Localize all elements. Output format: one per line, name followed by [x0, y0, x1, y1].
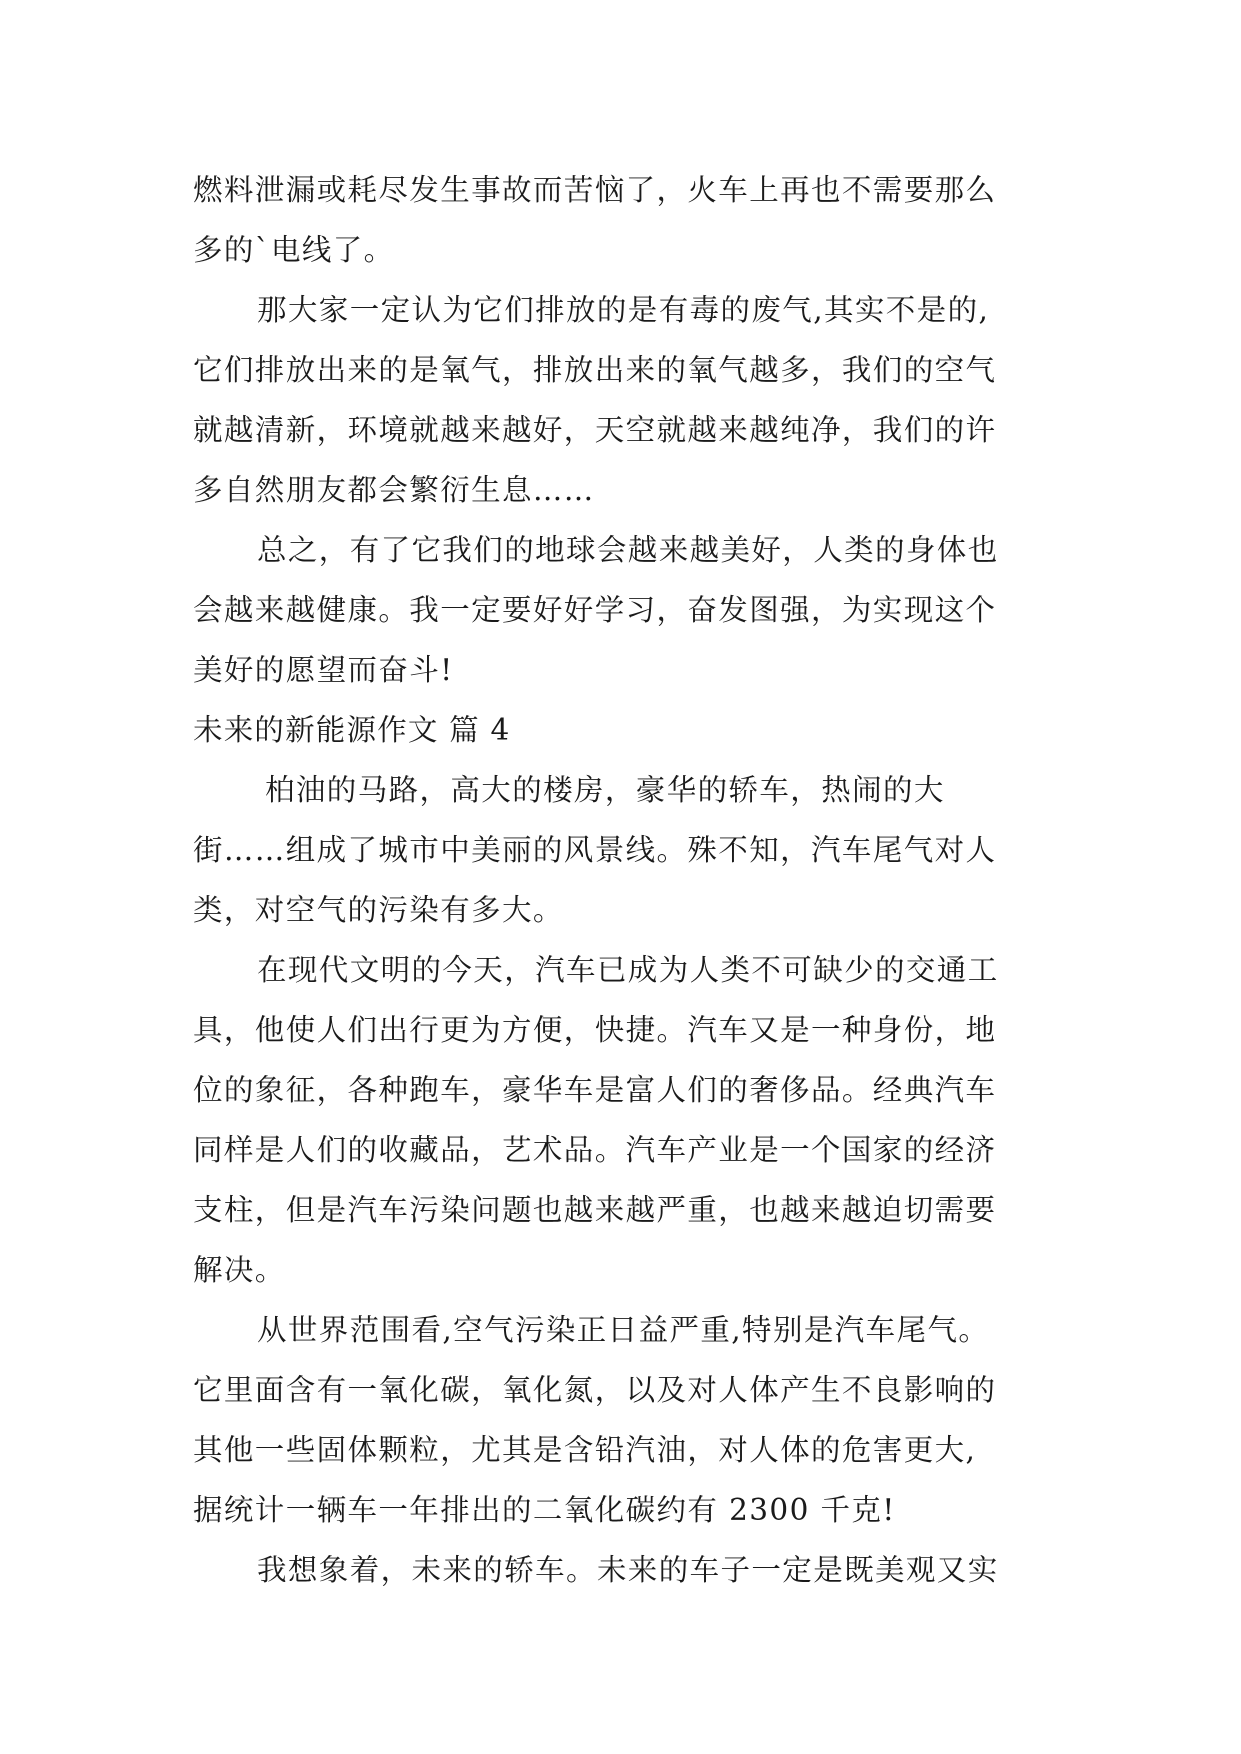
text-line: 多的`电线了。 — [193, 233, 395, 267]
text-line: 会越来越健康。我一定要好好学习，奋发图强，为实现这个 — [193, 593, 997, 627]
paragraph-start: 我想象着，未来的轿车。未来的车子一定是既美观又实 — [257, 1553, 999, 1587]
paragraph-start: 那大家一定认为它们排放的是有毒的废气,其实不是的, — [257, 293, 990, 327]
text-line: 支柱，但是汽车污染问题也越来越严重，也越来越迫切需要 — [193, 1193, 997, 1227]
text-line: 具，他使人们出行更为方便，快捷。汽车又是一种身份，地 — [193, 1013, 997, 1047]
paragraph-start: 总之，有了它我们的地球会越来越美好，人类的身体也 — [257, 533, 999, 567]
text-line: 同样是人们的收藏品，艺术品。汽车产业是一个国家的经济 — [193, 1133, 997, 1167]
text-line: 多自然朋友都会繁衍生息…… — [193, 473, 595, 507]
text-line: 类，对空气的污染有多大。 — [193, 893, 564, 927]
text-line: 位的象征，各种跑车，豪华车是富人们的奢侈品。经典汽车 — [193, 1073, 997, 1107]
paragraph-start: 在现代文明的今天，汽车已成为人类不可缺少的交通工 — [257, 953, 999, 987]
text-line: 美好的愿望而奋斗! — [193, 653, 454, 687]
section-heading: 未来的新能源作文 篇 4 — [193, 713, 511, 747]
text-line: 它们排放出来的是氧气，排放出来的氧气越多，我们的空气 — [193, 353, 997, 387]
text-line: 燃料泄漏或耗尽发生事故而苦恼了，火车上再也不需要那么 — [193, 173, 997, 207]
text-line: 就越清新，环境就越来越好，天空就越来越纯净，我们的许 — [193, 413, 997, 447]
text-line: 它里面含有一氧化碳，氧化氮，以及对人体产生不良影响的 — [193, 1373, 997, 1407]
text-line: 街……组成了城市中美丽的风景线。殊不知，汽车尾气对人 — [193, 833, 997, 867]
paragraph-start: 柏油的马路，高大的楼房，豪华的轿车，热闹的大 — [265, 773, 945, 807]
paragraph-start: 从世界范围看,空气污染正日益严重,特别是汽车尾气。 — [257, 1313, 990, 1347]
text-line: 其他一些固体颗粒，尤其是含铅汽油，对人体的危害更大, — [193, 1433, 977, 1467]
text-line: 解决。 — [193, 1253, 286, 1287]
document-body — [193, 160, 1073, 1600]
text-line: 据统计一辆车一年排出的二氧化碳约有 2300 千克! — [193, 1493, 896, 1527]
